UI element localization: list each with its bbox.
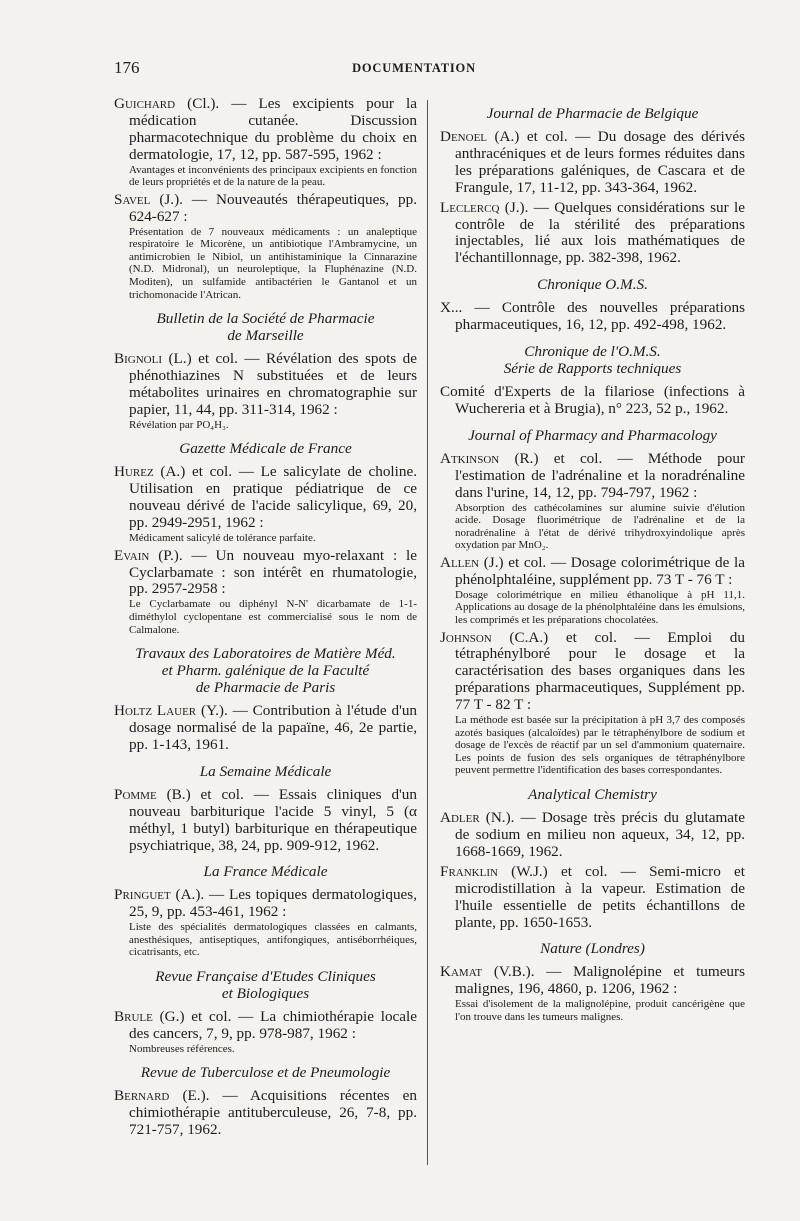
journal-heading	[440, 940, 745, 957]
journal-heading-line: Gazette Médicale de France	[179, 440, 352, 458]
journal-heading-line: Revue Française d'Etudes Cliniques	[155, 968, 376, 986]
entry-author: Atkinson	[440, 449, 500, 467]
journal-heading-line: Nature (Londres)	[540, 940, 645, 958]
journal-heading	[440, 276, 745, 293]
entry-citation	[114, 96, 417, 164]
entry-citation	[440, 129, 745, 197]
entry-author: Holtz Lauer	[114, 702, 197, 720]
bibliography-entry	[440, 555, 745, 627]
entry-text: X... — Contrôle des nouvelles préparations pharmaceutiques, 16, 12, pp. 492-498, 1962.	[440, 299, 745, 334]
bibliography-entry	[114, 787, 417, 855]
journal-heading-line: Journal de Pharmacie de Belgique	[486, 105, 699, 122]
bibliography-entry	[114, 1009, 417, 1055]
journal-heading	[114, 863, 417, 880]
entry-note: Présentation de 7 nouveaux médicaments : un analeptique respiratoire le Micorène, un antibiotique l'Ambramycine, un antimicrobien le Nibiol, un antihistaminique la Cinnarazine (N.D. Midronal), un neuroleptique, la Fluphénazine (N.D. Moditen), un sulfamide antibactérien le Gantanol et un trichomonacide l'Atrican.	[129, 225, 417, 301]
entry-citation	[114, 548, 417, 599]
entry-citation	[440, 555, 745, 589]
journal-heading	[114, 440, 417, 457]
entry-text: (A.). — Les topiques dermatologiques, 25, 9, pp. 453-461, 1962 :	[129, 886, 417, 921]
journal-heading-line: de Marseille	[227, 327, 304, 345]
journal-heading-line: Revue de Tuberculose et de Pneumologie	[140, 1064, 391, 1082]
entry-text: (G.) et col. — La chimiothérapie locale des cancers, 7, 9, pp. 978-987, 1962 :	[129, 1008, 417, 1042]
journal-heading-line: Chronique O.M.S.	[537, 276, 648, 294]
entry-text: (J.). — Nouveautés thérapeutiques, pp. 624-627 :	[129, 190, 417, 225]
entry-author: Johnson	[440, 628, 492, 646]
bibliography-entry	[114, 96, 417, 189]
journal-heading	[114, 968, 417, 1002]
entry-note: Essai d'isolement de la malignolépine, produit cancérigène que l'on trouve dans les tumeurs malignes.	[455, 998, 745, 1023]
journal-heading	[114, 310, 417, 344]
journal-heading-line: Analytical Chemistry	[528, 786, 657, 804]
entry-citation	[440, 384, 745, 418]
page-header	[114, 58, 714, 80]
bibliography-entry	[440, 200, 745, 268]
entry-text: (Y.). — Contribution à l'étude d'un dosage normalisé de la papaïne, 46, 2e partie, pp. 1-143, 1961.	[129, 702, 418, 753]
entry-note: Nombreuses références.	[129, 1042, 235, 1055]
journal-heading-line: Journal of Pharmacy and Pharmacology	[468, 426, 717, 444]
bibliography-entry	[440, 300, 745, 334]
entry-author: Evain	[114, 546, 150, 564]
entry-text: (C.A.) et col. — Emploi du tétraphénylboré pour le dosage et la caractérisation des bases organiques dans les préparations pharmaceutiques, Supplément pp. 77 T - 82 T :	[455, 628, 745, 714]
entry-note: La méthode est basée sur la précipitation à pH 3,7 des composés azotés basiques (alcaloïdes) par le tétraphénylbore de sodium et dosage de l'excès de réactif par un sel d'ammonium quaternaire. Les points de fusion des sels organiques de tétraphénylbore peuvent permettre l'identification des bases correspondantes.	[455, 714, 745, 777]
entry-author: Pomme	[114, 785, 157, 803]
entry-citation	[440, 810, 745, 861]
bibliography-entry	[440, 451, 745, 552]
entry-text: Comité d'Experts de la filariose (infections à Wuchereria et à Brugia), n° 223, 52 p., 1962.	[440, 383, 745, 417]
entry-citation	[440, 451, 745, 502]
journal-heading-line: et Pharm. galénique de la Faculté	[161, 662, 370, 680]
entry-citation	[114, 887, 417, 921]
page-number: 176	[114, 58, 140, 77]
entry-note: Médicament salicylé de tolérance parfaite.	[129, 532, 316, 545]
entry-citation	[440, 964, 745, 998]
bibliography-entry	[114, 548, 417, 637]
entry-citation	[114, 703, 417, 754]
journal-heading-line: de Pharmacie de Paris	[195, 679, 336, 697]
entry-text: (B.) et col. — Essais cliniques d'un nouveau barbiturique l'acide 5 vinyl, 5 (α méthyl, 1 butyl) barbiturique en thérapeutique psychiatrique, 38, 24, pp. 909-912, 1962.	[129, 785, 417, 854]
journal-heading-line: Série de Rapports techniques	[503, 360, 682, 378]
entry-citation	[114, 351, 417, 419]
entry-text: (P.). — Un nouveau myo-relaxant : le Cyclarbamate : son intérêt en rhumatologie, pp. 2957-2958 :	[129, 546, 417, 598]
entry-author: Denoel	[440, 128, 488, 145]
entry-note: Liste des spécialités dermatologiques classées en calmants, anesthésiques, antiseptiques, antifongiques, antiséborrhéiques, cicatrisants, etc.	[129, 921, 417, 959]
entry-text: (L.) et col. — Révélation des spots de phénothiazines N substituées et de leurs métabolites urinaires en chromatographie sur papier, 11, 44, pp. 311-314, 1962 :	[129, 350, 417, 418]
entry-text: (E.). — Acquisitions récentes en chimiothérapie antituberculeuse, 26, 7-8, pp. 721-757, 1962.	[129, 1087, 417, 1139]
bibliography-entry	[440, 810, 745, 861]
entry-author: Pringuet	[114, 886, 171, 904]
entry-author: Bignoli	[114, 350, 163, 368]
entry-citation	[114, 1088, 417, 1139]
entry-author: Allen	[440, 553, 480, 571]
bibliography-entry	[440, 129, 745, 197]
entry-citation	[440, 300, 745, 334]
entry-author: Franklin	[440, 862, 498, 880]
entry-text: (Cl.). — Les excipients pour la médication cutanée. Discussion pharmacotechnique du problème du choix en dermatologie, 17, 12, pp. 587-595, 1962 :	[129, 95, 417, 163]
bibliography-entry	[440, 384, 745, 418]
journal-heading-line: Travaux des Laboratoires de Matière Méd.	[135, 645, 396, 663]
entry-note: Le Cyclarbamate ou diphényl N-N' dicarbamate de 1-1-diméthylol cyclopentane est commercialisé sous le nom de Calmalone.	[129, 598, 417, 636]
entry-author: Kamat	[440, 963, 483, 981]
bibliography-entry	[114, 703, 417, 754]
bibliography-entry	[440, 630, 745, 778]
journal-heading-line: La France Médicale	[203, 863, 328, 881]
entry-note: Révélation par PO₄H₃.	[129, 418, 229, 431]
entry-text: (J.). — Quelques considérations sur le contrôle de la stérilité des préparations injectables, lié aux lois mathématiques de l'échantillonnage, pp. 382-398, 1962.	[455, 198, 745, 267]
entry-author: Savel	[114, 190, 151, 208]
entry-author: Guichard	[114, 95, 176, 112]
bibliography-entry	[114, 192, 417, 301]
journal-heading-line: et Biologiques	[221, 985, 310, 1003]
entry-text: (V.B.). — Malignolépine et tumeurs malignes, 196, 4860, p. 1206, 1962 :	[455, 963, 745, 998]
bibliography-entry	[440, 864, 745, 932]
journal-heading-line: Chronique de l'O.M.S.	[524, 343, 661, 361]
entry-text: (N.). — Dosage très précis du glutamate de sodium en milieu non aqueux, 34, 12, pp. 1668-1669, 1962.	[455, 809, 745, 860]
entry-note: Dosage colorimétrique en milieu éthanolique à pH 11,1. Applications au dosage de la phénolphtaléine dans les émulsions, les comprimés et les préparations chocolatées.	[455, 588, 745, 626]
bibliography-entry	[114, 464, 417, 544]
entry-citation	[440, 200, 745, 268]
entry-author: Leclercq	[440, 198, 500, 216]
entry-text: (R.) et col. — Méthode pour l'estimation de l'adrénaline et la noradrénaline dans l'urine, 14, 12, pp. 794-797, 1962 :	[455, 449, 745, 501]
entry-citation	[114, 1009, 417, 1043]
journal-heading-line: La Semaine Médicale	[199, 762, 332, 780]
journal-heading	[114, 1064, 417, 1081]
entry-text: (J.) et col. — Dosage colorimétrique de la phénolphtaléine, supplément pp. 73 T - 76 T :	[455, 553, 745, 588]
entry-text: (W.J.) et col. — Semi-micro et microdistillation à la vapeur. Estimation de l'huile essentielle de petits échantillons de plante, pp. 1650-1653.	[455, 862, 745, 931]
entry-text: (A.) et col. — Le salicylate de choline. Utilisation en pratique pédiatrique de ce nouveau dérivé de l'acide salicylique, 69, 20, pp. 2949-2951, 1962 :	[129, 463, 417, 532]
bibliography-entry	[114, 1088, 417, 1139]
running-title: DOCUMENTATION	[352, 61, 476, 75]
entry-author: Hurez	[114, 463, 154, 481]
entry-citation	[114, 787, 417, 855]
entry-citation	[440, 630, 745, 715]
bibliography-entry	[440, 964, 745, 1023]
journal-heading	[440, 427, 745, 444]
journal-heading	[114, 763, 417, 780]
left-column	[114, 96, 417, 1142]
entry-author: Bernard	[114, 1087, 170, 1105]
entry-text: (A.) et col. — Du dosage des dérivés anthracéniques et de leurs formes réduites dans les préparations galéniques, de Cascara et de Frangule, 17, 11-12, pp. 343-364, 1962.	[455, 128, 745, 196]
column-divider	[427, 100, 428, 1165]
entry-note: Avantages et inconvénients des principaux excipients en fonction de leurs propriétés et de la nature de la peau.	[129, 163, 417, 189]
journal-heading	[440, 786, 745, 803]
entry-citation	[440, 864, 745, 932]
entry-citation	[114, 192, 417, 226]
journal-heading	[114, 645, 417, 696]
entry-author: Brule	[114, 1008, 153, 1026]
journal-heading	[440, 343, 745, 377]
entry-citation	[114, 464, 417, 532]
entry-note: Absorption des cathécolamines sur alumine suivie d'élution acide. Dosage fluorimétrique de l'adrénaline et de la noradrénaline à l'état de dérivé trihydroxyindolique après oxydation par MnO₂.	[455, 501, 745, 552]
bibliography-entry	[114, 351, 417, 431]
journal-heading	[440, 105, 745, 122]
journal-heading-line: Bulletin de la Société de Pharmacie	[156, 310, 375, 328]
bibliography-entry	[114, 887, 417, 959]
entry-author: Adler	[440, 809, 480, 827]
right-column	[440, 96, 745, 1026]
